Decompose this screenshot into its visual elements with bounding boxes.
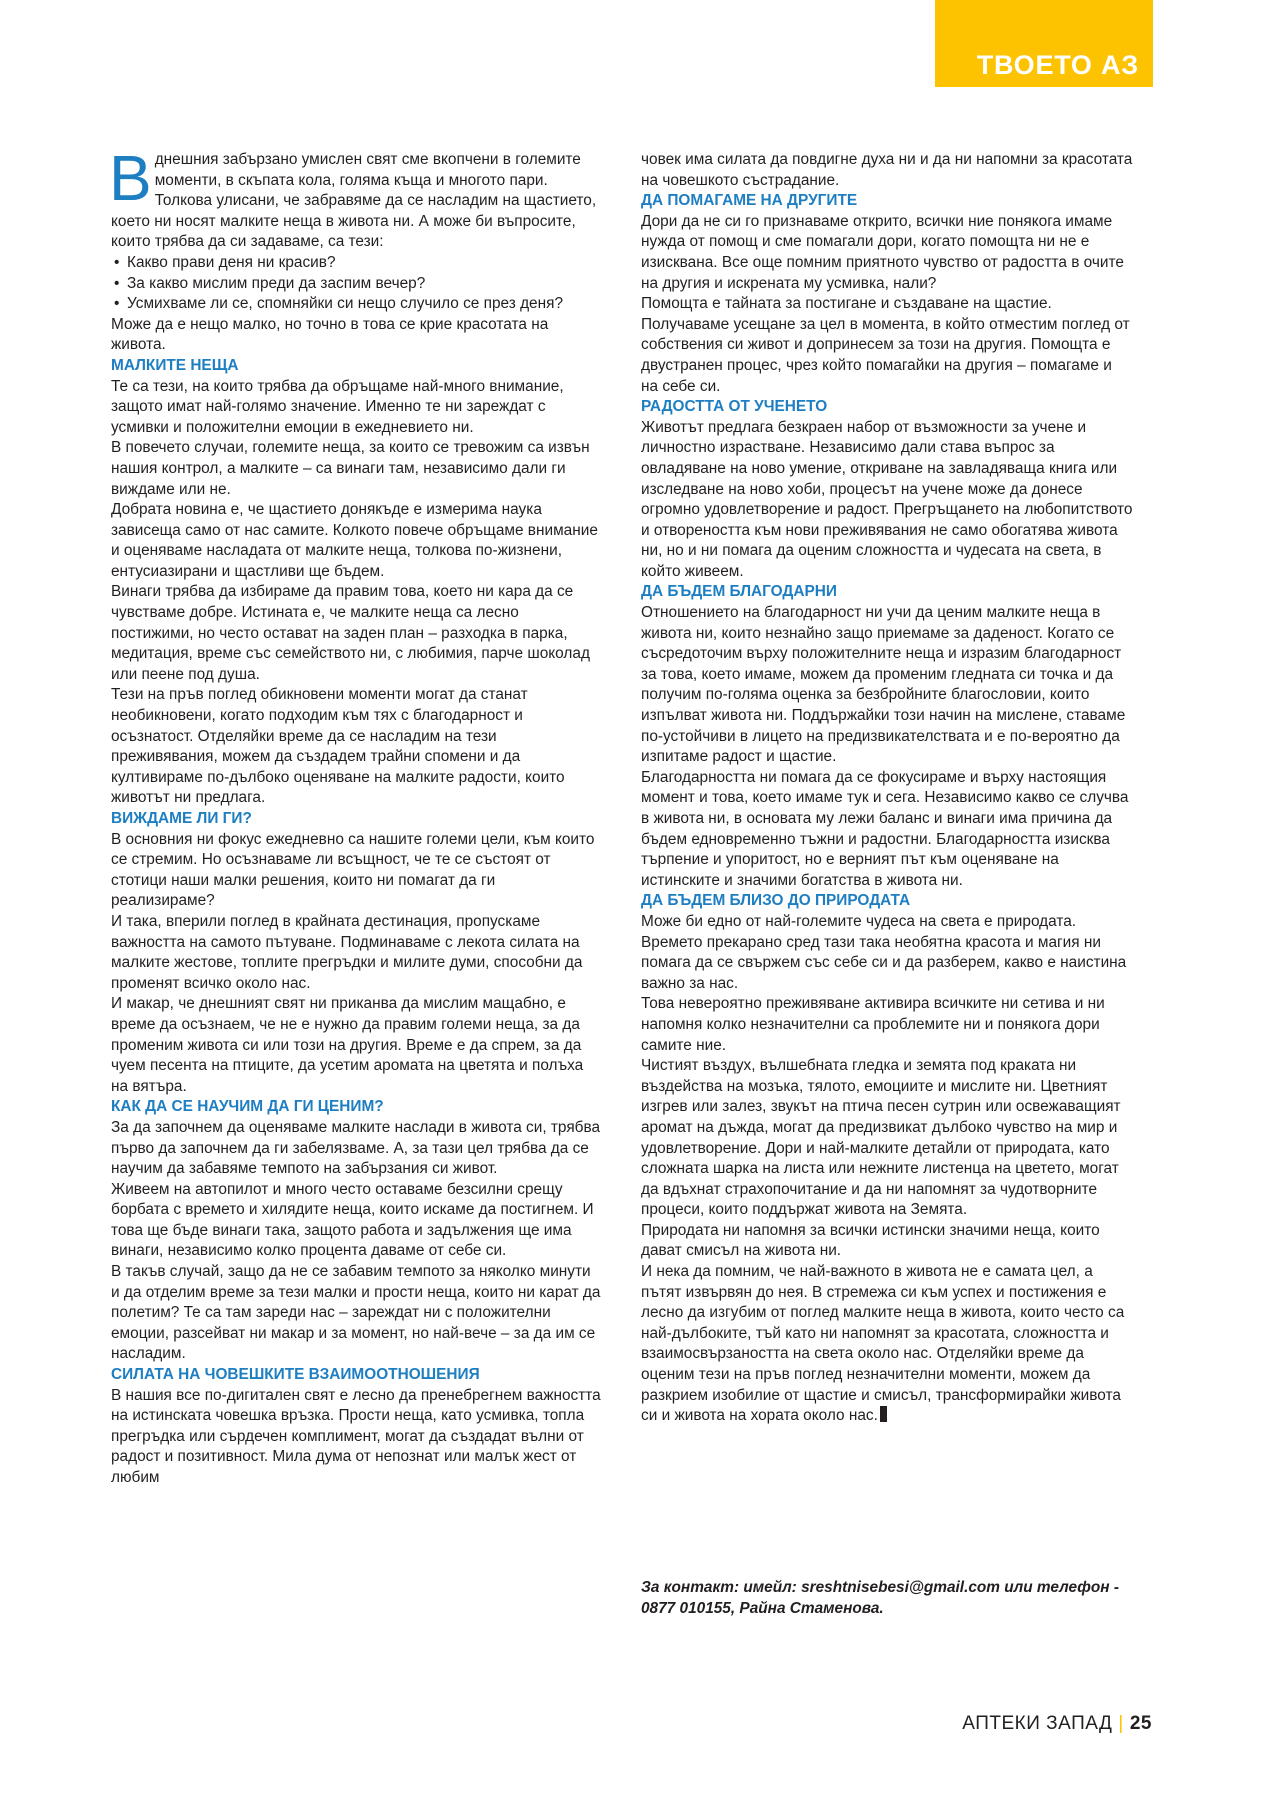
article-column-right — [641, 150, 1133, 1427]
final-paragraph — [641, 1262, 1133, 1427]
paragraph: човек има силата да повдигне духа ни и да ни напомни за красотата на човешкото състрадание. — [641, 151, 1133, 189]
paragraph: В нашия все по-дигитален свят е лесно да пренебрегнем важността на истинската човешка връзка. Прости неща, като усмивка, топла прегръдка или сърдечен комплимент, могат да създадат вълни от радост и позитивност. Мила дума от непознат или малък жест от любим — [111, 1386, 601, 1486]
section-heading: КАК ДА СЕ НАУЧИМ ДА ГИ ЦЕНИМ? — [111, 1098, 384, 1116]
footer-separator: | — [1118, 1713, 1124, 1734]
article-column-left — [109, 142, 603, 1489]
paragraph: Добрата новина е, че щастието донякъде е измерима наука зависеща само от нас самите. Колкото повече обръщаме внимание и оценяваме насладата от малките неща, толкова по-жизнени, ентусиазирани и щастливи ще бъдем. — [111, 501, 598, 580]
section-tab — [935, 0, 1153, 87]
section-heading: СИЛАТА НА ЧОВЕШКИТЕ ВЗАИМООТНОШЕНИЯ — [111, 1366, 480, 1384]
section-heading: РАДОСТТА ОТ УЧЕНЕТО — [641, 398, 828, 416]
drop-cap: В — [109, 142, 152, 214]
paragraph: Благодарността ни помага да се фокусираме и върху настоящия момент и това, което имаме тук и сега. Независимо какво се случва в живота ни, в основата му лежи баланс и винаги има причина да бъдем едновременно тъжни и радостни. Благодарността изисква търпение и упоритост, но е верният път към оценяване на истинските и значими богатства в живота ни. — [641, 768, 1129, 889]
paragraph: И така, вперили поглед в крайната дестинация, пропускаме важността на самото пътуване. Подминаваме с лекота силата на малките жестове, топлите прегръдки и милите думи, способни да променят всичко около нас. — [111, 912, 583, 992]
paragraph: Живеем на автопилот и много често оставаме безсилни срещу борбата с времето и хилядите неща, които искаме да постигнем. И това ще бъде винаги така, защото работа и задължения ще има винаги, независимо колко процента даваме от себе си. — [111, 1180, 594, 1260]
final-text: И нека да помним, че най-важното в живота не е самата цел, а пътят извървян до нея. В стремежа си към успех и постижения е лесно да изгубим от поглед малките неща в живота, които често са най-дълбоките, тъй като ни напомнят за красотата, сложността и взаимосвързаността на света около нас. Отделяйки време да оценим тези на пръв поглед незначителни моменти, можем да разкрием изобилие от щастие и смисъл, трансформирайки живота си и живота на хората около нас. — [641, 1263, 1125, 1425]
section-heading: ДА БЪДЕМ БЛИЗО ДО ПРИРОДАТА — [641, 892, 911, 910]
paragraph: Тези на пръв поглед обикновени моменти могат да станат необикновени, когато подходим към тях с благодарност и осъзнатост. Отделяйки време да се насладим на тези преживявания, можем да създадем трайни спомени и да култивираме по-дълбоко оценяване на малките радости, които животът ни предлага. — [111, 686, 565, 807]
paragraph: Може би едно от най-големите чудеса на света е природата. Времето прекарано сред тази така необятна красота и магия ни помага да се свържем със себе си и да разберем, какво е наистина важно за нас. — [641, 912, 1127, 992]
section-label: ТВОЕТО АЗ — [976, 50, 1139, 80]
paragraph: Животът предлага безкраен набор от възможности за учене и личностно израстване. Независимо дали става въпрос за овладяване на ново умение, откриване на завладяваща книга или изследване на ново хоби, процесът на учене може да донесе огромно удовлетворение и радост. Прегръщането на любопитството и отвореността към нови преживявания не само обогатява живота ни, но и ни помага да оценим сложността и чудесата на света, в който живеем. — [641, 418, 1133, 580]
contact-info: За контакт: имейл: sreshtnisebesi@gmail.com или телефон - 0877 010155, Райна Стаменова. — [641, 1579, 1119, 1617]
section-heading: ДА ПОМАГАМЕ НА ДРУГИТЕ — [641, 192, 858, 210]
page-number: 25 — [1129, 1713, 1152, 1734]
publication-name: АПТЕКИ ЗАПАД — [962, 1713, 1113, 1734]
paragraph: Отношението на благодарност ни учи да ценим малките неща в живота ни, които незнайно защо приемаме за даденост. Когато се съсредоточим върху положителните неща и изразим благодарност за това, което имаме, можем да променим гледната си точка и да получим по-голяма оценка за безбройните благословии, които изпълват живота ни. Поддържайки този начин на мислене, ставаме по-устойчиви в лицето на предизвикателствата и е по-вероятно да изпитаме радост и щастие. — [641, 604, 1126, 766]
list-item: • За какво мислим преди да заспим вечер? — [111, 274, 603, 295]
paragraph: Те са тези, на които трябва да обръщаме най-много внимание, защото имат най-голямо значение. Именно те ни зареждат с усмивки и положителни емоции в ежедневието ни. — [111, 377, 564, 436]
paragraph: И макар, че днешният свят ни приканва да мислим мащабно, е време да осъзнаем, че не е нужно да правим големи неща, за да променим живота си или този на другия. Време е да спрем, за да чуем песента на птиците, да усетим аромата на цветята и полъха на вятъра. — [111, 995, 584, 1095]
paragraph: В повечето случаи, големите неща, за които се тревожим са извън нашия контрол, а малките – са винаги там, независимо дали ги виждаме или не. — [111, 439, 590, 498]
page-footer — [962, 1713, 1152, 1735]
paragraph: Чистият въздух, вълшебната гледка и земята под краката ни въздейства на мозъка, тялото, емоциите и мислите ни. Цветният изгрев или залез, звукът на птича песен сутрин или освежаващият аромат на дъжда, могат да предизвикат дълбоко чувство на мир и удовлетворение. Дори и най-малките детайли от природата, като сложната шарка на листа или нежните листенца на цветето, могат да вдъхнат страхопочитание и да ни напомнят за чудотворните процеси, които поддържат живота на Земята. — [641, 1057, 1121, 1219]
question-list — [111, 253, 603, 315]
paragraph: Дори да не си го признаваме открито, всички ние понякога имаме нужда от помощ и сме помагали дори, когато помощта ни не е изисквана. Все още помним приятното чувство от радостта в очите на другия и искрената му усмивка, нали? — [641, 212, 1124, 292]
paragraph: За да започнем да оценяваме малките наслади в живота си, трябва първо да започнем да ги забелязваме. А, за тази цел трябва да се научим да забавяме темпото на забързания си живот. — [111, 1118, 601, 1178]
list-item: • Какво прави деня ни красив? — [111, 253, 603, 274]
paragraph: Помощта е тайната за постигане и създаване на щастие. Получаваме усещане за цел в момента, в който отместим поглед от собствения си живот и допринесем за този на другия. Помощта е двустранен процес, чрез който помагайки на другия – помагаме и на себе си. — [641, 295, 1130, 395]
section-heading: ВИЖДАМЕ ЛИ ГИ? — [111, 810, 252, 827]
intro-text: днешния забързано умислен свят сме вкопчени в големите моменти, в скъпата кола, голяма къща и многото пари. Толкова улисани, че забравяме да се насладим на щастието, което ни носят малките неща в живота ни. А може би въпросите, които трябва да си задаваме, са тези: — [111, 151, 597, 251]
paragraph: Може да е нещо малко, но точно в това се крие красотата на живота. — [111, 315, 549, 354]
end-mark-icon — [880, 1406, 887, 1422]
section-heading: МАЛКИТЕ НЕЩА — [111, 356, 239, 374]
paragraph: Това невероятно преживяване активира всичките ни сетива и ни напомня колко незначителни са проблемите ни и понякога дори самите ние. — [641, 995, 1105, 1054]
paragraph: Винаги трябва да избираме да правим това, което ни кара да се чувстваме добре. Истината е, че малките неща са лесно постижими, но често остават на заден план – разходка в парка, медитация, време със семейството ни, с любимия, парче шоколад или пеене под душа. — [111, 583, 590, 683]
paragraph: Природата ни напомня за всички истински значими неща, които дават смисъл на живота ни. — [641, 1221, 1100, 1260]
paragraph: В основния ни фокус ежедневно са нашите големи цели, към които се стремим. Но осъзнаваме ли всъщност, че те се състоят от стотици наши малки решения, които ни помагат да ги реализираме? — [111, 830, 595, 910]
list-item: • Усмихваме ли се, спомняйки си нещо случило се през деня? — [111, 294, 603, 315]
section-heading: ДА БЪДЕМ БЛАГОДАРНИ — [641, 583, 837, 601]
intro-paragraph — [109, 142, 603, 253]
paragraph: В такъв случай, защо да не се забавим темпото за няколко минути и да отделим време за тези малки и прости неща, които ни карат да полетим? Те са там зареди нас – зареждат ни с положителни емоции, разсейват ни макар и за момент, но най-вече – за да им се насладим. — [111, 1263, 601, 1363]
